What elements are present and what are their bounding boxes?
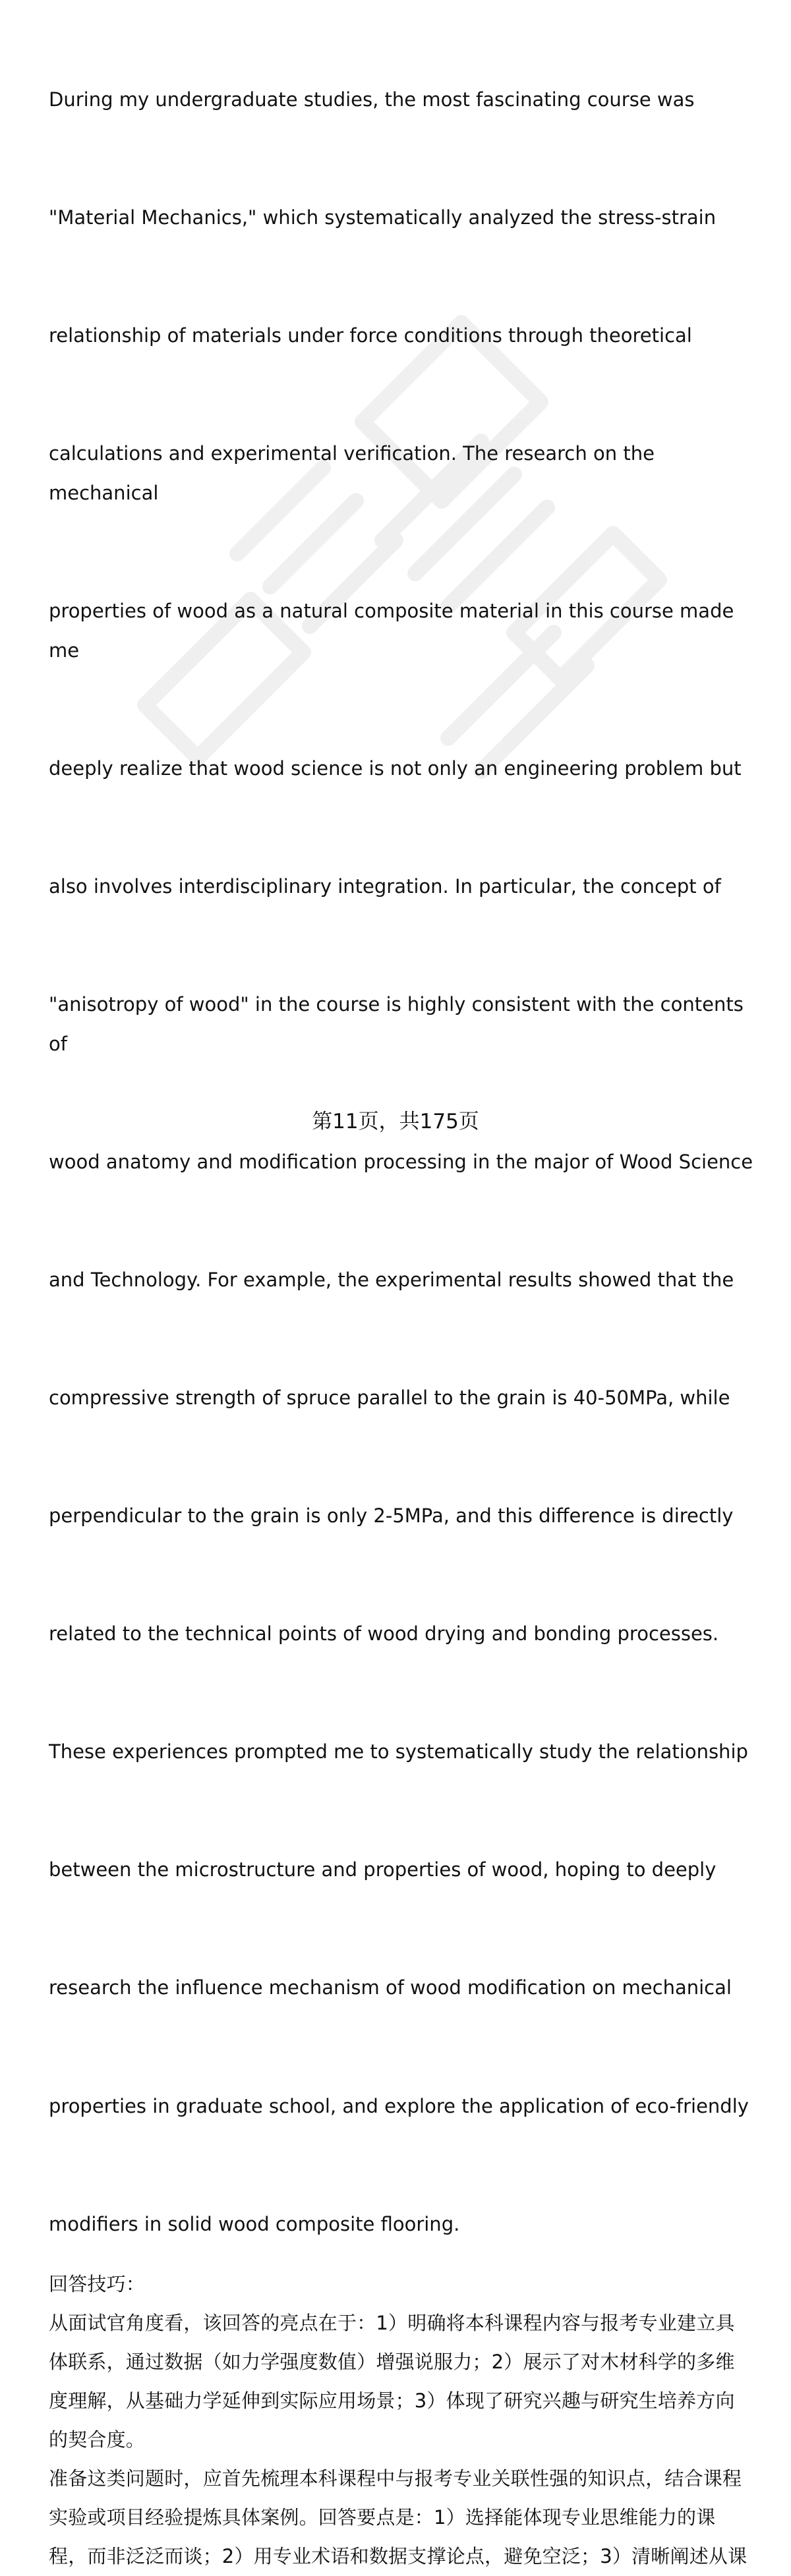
tips-heading: 回答技巧： [49, 2273, 146, 2296]
essay-line: properties of wood as a natural composite material in this course made me [49, 599, 734, 662]
page-content [49, 41, 761, 2576]
essay-line: calculations and experimental verification. The research on the mechanical [49, 442, 655, 504]
essay-paragraph [49, 41, 761, 2244]
essay-line: modifiers in solid wood composite flooring. [49, 2212, 460, 2235]
essay-line: and Technology. For example, the experimental results showed that the [49, 1268, 734, 1291]
essay-line: These experiences prompted me to systematically study the relationship [49, 1740, 748, 1763]
page-number-footer: 第11页，共175页 [312, 1110, 479, 1133]
tips-paragraph: 准备这类问题时，应首先梳理本科课程中与报考专业关联性强的知识点，结合课程 实验或项目经验提炼具体案例。回答要点是：1）选择能体现专业思维能力的课 程，而非泛泛而谈；2）用专业术语和数据支撑论点，避免空泛；3）清晰阐述从课 [49, 2467, 747, 2568]
essay-line: between the microstructure and properties of wood, hoping to deeply [49, 1858, 717, 1881]
essay-line: research the influence mechanism of wood modification on mechanical [49, 1976, 732, 1999]
essay-line: relationship of materials under force conditions through theoretical [49, 324, 692, 347]
answer-tips-section [49, 2265, 761, 2576]
essay-line: properties in graduate school, and explore the application of eco-friendly [49, 2094, 749, 2117]
essay-line: perpendicular to the grain is only 2-5MPa, and this difference is directly [49, 1504, 734, 1528]
essay-line: deeply realize that wood science is not only an engineering problem but [49, 757, 742, 780]
essay-line: wood anatomy and modification processing in the major of Wood Science [49, 1150, 753, 1173]
tips-paragraph: 从面试官角度看，该回答的亮点在于：1）明确将本科课程内容与报考专业建立具 体联系，通过数据（如力学强度数值）增强说服力；2）展示了对木材科学的多维 度理解，从基础力学延伸到实际应用场景；3）体现了研究兴趣与研究生培养方向 的契合度。 [49, 2312, 735, 2451]
essay-line: related to the technical points of wood drying and bonding processes. [49, 1622, 719, 1646]
essay-line: "Material Mechanics," which systematically analyzed the stress-strain [49, 206, 717, 229]
essay-line: also involves interdisciplinary integration. In particular, the concept of [49, 874, 721, 898]
essay-line: "anisotropy of wood" in the course is highly consistent with the contents of [49, 992, 744, 1055]
essay-line: compressive strength of spruce parallel to the grain is 40-50MPa, while [49, 1386, 730, 1409]
essay-line: During my undergraduate studies, the most fascinating course was [49, 88, 695, 111]
